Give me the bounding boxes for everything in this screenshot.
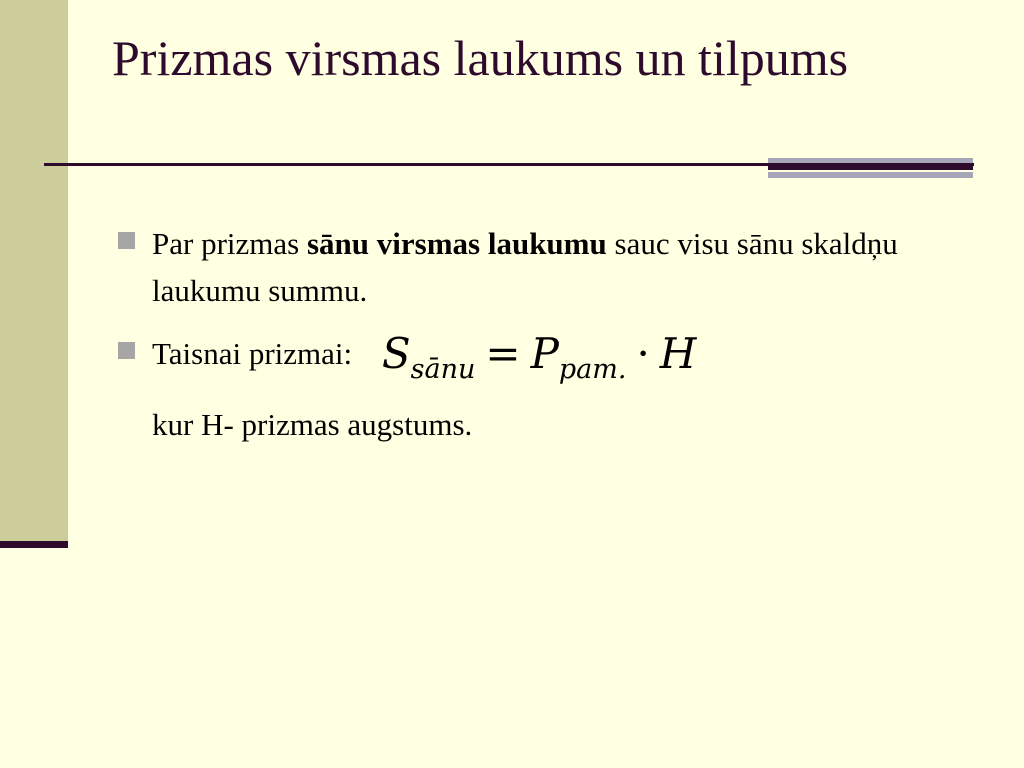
definition-term: sānu virsmas laukumu bbox=[306, 226, 607, 261]
accent-bar-top bbox=[768, 158, 973, 163]
formula-H: H bbox=[659, 329, 697, 378]
left-decorative-band bbox=[0, 0, 68, 545]
formula-label: Taisnai prizmai: bbox=[152, 336, 353, 371]
definition-text-start: Par prizmas bbox=[152, 226, 307, 261]
left-band-underline bbox=[0, 541, 68, 548]
formula-S-subscript: sānu bbox=[410, 354, 476, 385]
accent-bar-middle bbox=[768, 166, 973, 170]
bullet-definition bbox=[114, 220, 974, 314]
bullet-formula bbox=[114, 330, 974, 393]
formula-P: P bbox=[530, 329, 559, 378]
formula-equals: = bbox=[485, 329, 521, 378]
square-bullet-icon bbox=[118, 342, 135, 359]
square-bullet-icon bbox=[118, 232, 135, 249]
slide-title: Prizmas virsmas laukums un tilpums bbox=[112, 30, 849, 86]
formula-S: S bbox=[381, 329, 411, 378]
formula-dot: · bbox=[636, 329, 650, 378]
lateral-area-formula bbox=[382, 330, 697, 393]
accent-bar-bottom bbox=[768, 172, 973, 178]
height-note: kur H- prizmas augstums. bbox=[152, 407, 473, 442]
slide-content bbox=[114, 220, 974, 448]
title-accent-bars bbox=[768, 158, 973, 178]
definition-text-end: sauc visu sānu skaldņu laukumu summu. bbox=[152, 226, 898, 308]
formula-P-subscript: pam. bbox=[558, 354, 627, 385]
